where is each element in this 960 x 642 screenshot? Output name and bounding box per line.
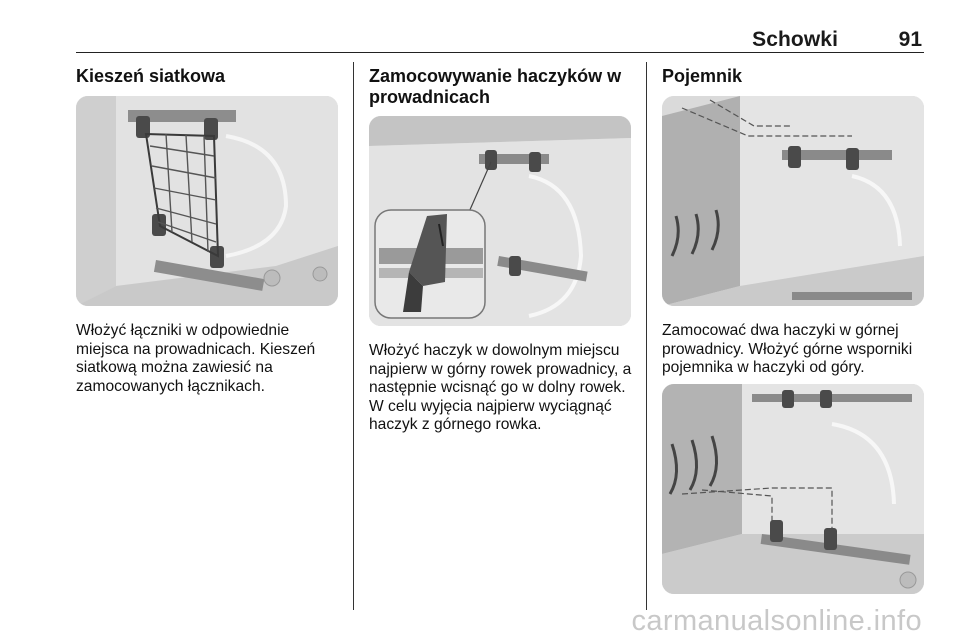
column-container-body (662, 322, 926, 378)
section-title: Schowki (752, 28, 838, 51)
body-rail-hook: Włożyć haczyk w dowolnym miejscu najpierw w górny rowek prowadnicy, a następnie wcisnąć go w dolny rowek. W celu wyjęcia najpierw wyciągnąć haczyk z górnego rowka. (369, 342, 632, 434)
net-pocket-illustration (76, 96, 338, 306)
column-container (662, 60, 924, 87)
heading-rail-hook: Zamocowywanie haczyków w prowadnicach (369, 66, 622, 107)
column-net-pocket (76, 60, 344, 87)
page-number: 91 (898, 28, 922, 51)
column-divider (646, 62, 647, 610)
body-net-pocket: Włożyć łączniki w odpowiednie miejsca na prowadnicach. Kieszeń siatkową można zawiesić na zamocowanych łącznikach. (76, 322, 316, 395)
page-header (76, 0, 924, 53)
heading-container: Pojemnik (662, 66, 743, 86)
column-rail-hook-body (369, 342, 639, 435)
column-divider (353, 62, 354, 610)
rail-hook-illustration (369, 116, 631, 326)
watermark: carmanualsonline.info (631, 605, 922, 637)
column-rail-hook (369, 60, 639, 108)
column-net-pocket-body (76, 322, 346, 396)
container-mounted-illustration (662, 384, 924, 594)
container-hooks-illustration (662, 96, 924, 306)
heading-net-pocket: Kieszeń siatkowa (76, 66, 226, 86)
body-container: Zamocować dwa haczyki w górnej prowadnicy. Włożyć górne wsporniki pojemnika w haczyki od góry. (662, 322, 913, 377)
